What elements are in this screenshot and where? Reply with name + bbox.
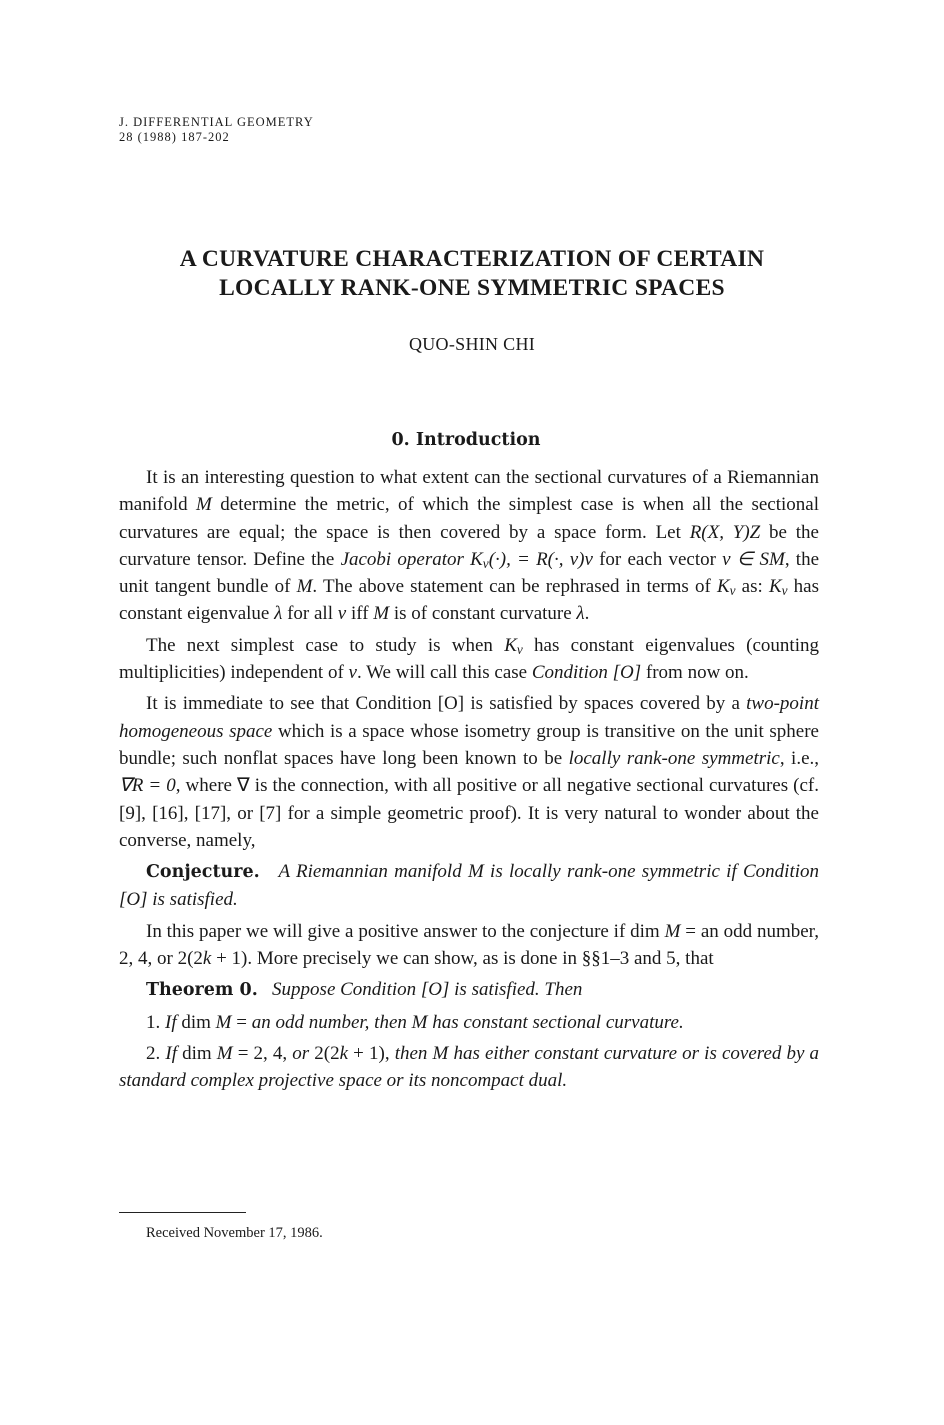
footnote: Received November 17, 1986. bbox=[146, 1225, 323, 1241]
paragraph-2: The next simplest case to study is when $K_v$ has constant eigenvalues (counting multiplicities) independent of v. We will call this case Condition [O] from now on. bbox=[119, 634, 819, 684]
journal-volume: 28 (1988) 187-202 bbox=[119, 130, 230, 144]
theorem bbox=[119, 976, 819, 1004]
paragraph-3: It is immediate to see that Condition [O] is satisfied by spaces covered by a two-point homogeneous space which is a space whose isometry group is transitive on the unit sphere bundle; such nonflat spaces have long been known to be locally rank-one symmetric, i.e., ∇R = 0, where ∇ is the connection, with all positive or all negative sectional curvatures (cf. [9], [16], [17], or [7] for a simple geometric proof). It is very natural to wonder about the converse, namely, bbox=[119, 693, 819, 851]
paragraph-4: In this paper we will give a positive answer to the conjecture if dim M = an odd number, 2, 4, or 2(2k + 1). More precisely we can show, as is done in §§1–3 and 5, that bbox=[119, 920, 819, 970]
body-text bbox=[119, 464, 819, 1095]
section-heading: 0. Introduction bbox=[391, 430, 541, 450]
author-name: QUO-SHIN CHI bbox=[408, 334, 536, 354]
title-line-2: LOCALLY RANK-ONE SYMMETRIC SPACES bbox=[219, 275, 725, 301]
paragraph-1: It is an interesting question to what extent can the sectional curvatures of a Riemannian manifold M determine the metric, of which the simplest case is when all the sectional curvatures are equal; the space is then covered by a space form. Let R(X, Y)Z be the curvature tensor. Define the Jacobi operator $K_v(\cdot)$, = R(·, v)v for each vector v ∈ SM, the unit tangent bundle of M. The above statement can be rephrased in terms of $K_v$ as: $K_v$ has constant eigenvalue λ for all v iff M is of constant curvature λ. bbox=[119, 467, 820, 625]
paper-title bbox=[0, 245, 944, 303]
footnote-rule bbox=[119, 1212, 246, 1213]
theorem-item-2: 2. If dim M = 2, 4, or 2(2k + 1), then M has either constant curvature or is covered by a standard complex projective space or its noncompact dual. bbox=[119, 1042, 820, 1092]
conjecture-text: A Riemannian manifold M is locally rank-one symmetric if Condition [O] is satisfied. bbox=[119, 861, 820, 911]
theorem-item-1: 1. If dim M = an odd number, then M has constant sectional curvature. bbox=[146, 1011, 684, 1033]
title-line-1: A CURVATURE CHARACTERIZATION OF CERTAIN bbox=[179, 246, 765, 272]
theorem-text: Suppose Condition [O] is satisfied. Then bbox=[272, 979, 583, 1001]
journal-header bbox=[119, 115, 314, 145]
conjecture bbox=[119, 858, 819, 914]
journal-name: J. DIFFERENTIAL GEOMETRY bbox=[119, 115, 314, 129]
theorem-label: Theorem 0. bbox=[146, 980, 258, 1001]
conjecture-label: Conjecture. bbox=[146, 862, 260, 883]
